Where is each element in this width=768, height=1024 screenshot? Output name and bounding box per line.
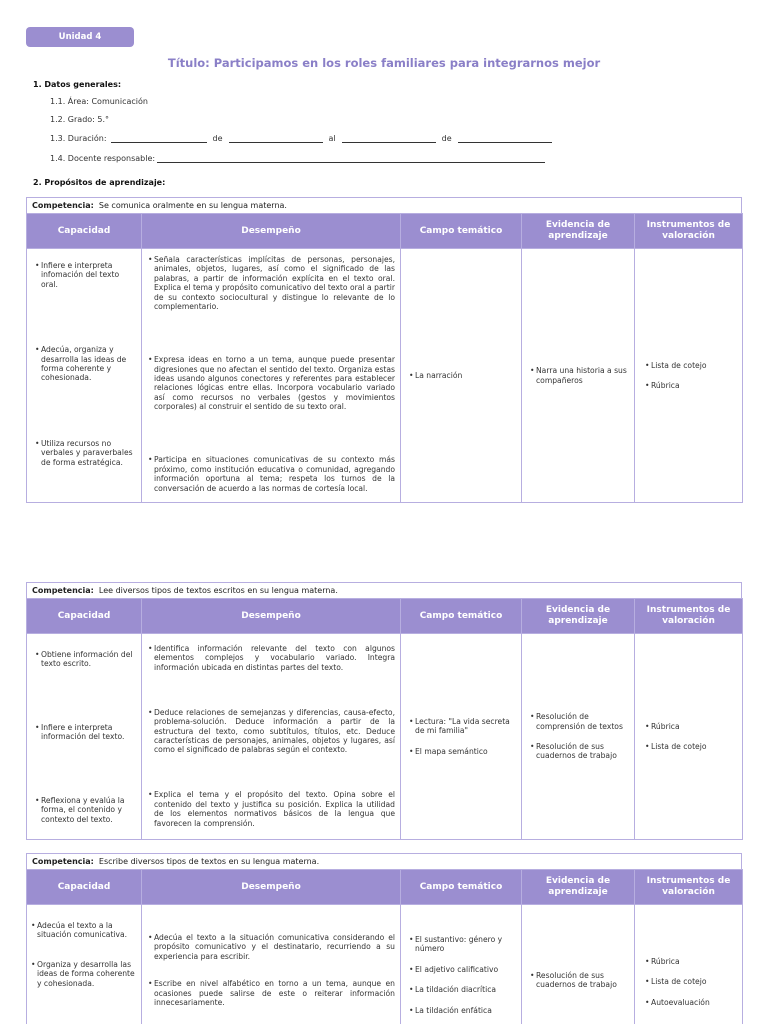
- instrumentos-cell: [635, 634, 743, 840]
- header-campo: Campo temático: [401, 870, 522, 905]
- header-desempeno: Desempeño: [142, 870, 401, 905]
- competency-table-oral: [26, 197, 742, 503]
- teacher-field[interactable]: [157, 154, 545, 163]
- header-desempeno: Desempeño: [142, 599, 401, 634]
- list-item: • Infiere e interpreta infomación del texto oral.: [35, 261, 120, 289]
- competency-grid: [26, 598, 743, 840]
- teacher-label: 1.4. Docente responsable:: [50, 154, 156, 163]
- list-item: • Identifica información relevante del texto con algunos elementos complejos y vocabulario variado. Integra información ubicada en distintas partes del texto.: [148, 644, 395, 672]
- table-row: [27, 249, 743, 503]
- campo-cell: [401, 634, 522, 840]
- list-item: • Utiliza recursos no verbales y paraverbales de forma estratégica.: [35, 438, 133, 467]
- capacidad-cell: [27, 905, 142, 1024]
- duration-start-field[interactable]: [111, 134, 207, 143]
- evidencia-cell: [522, 905, 635, 1024]
- evidencia-cell: [522, 249, 635, 503]
- list-item: • Lista de cotejo: [645, 977, 707, 987]
- desempeno-cell: [142, 249, 401, 503]
- competency-bar: [26, 853, 742, 869]
- capacidad-cell: [27, 249, 142, 503]
- instrumentos-cell: [635, 249, 743, 503]
- competency-label: Competencia:: [32, 586, 94, 595]
- unit-badge: Unidad 4: [26, 27, 134, 47]
- competency-bar: [26, 197, 742, 213]
- list-item: • Resolución de sus cuadernos de trabajo: [530, 971, 617, 990]
- header-instrumentos: Instrumentos de valoración: [635, 214, 743, 249]
- list-item: • Rúbrica: [645, 721, 680, 731]
- list-item: • Adecúa, organiza y desarrolla las ideas de forma coherente y cohesionada.: [35, 345, 127, 383]
- evidencia-cell: [522, 634, 635, 840]
- duration-label: 1.3. Duración:: [50, 134, 107, 143]
- list-item: • Señala características implícitas de personas, personajes, animales, objetos, lugares, así como el significado de las palabras, a partir de información explícita en el texto oral. Explica el tema y propósito comunicativo del texto oral a partir de su contexto sociocultural y distingue lo relevante de lo complementario.: [148, 255, 395, 312]
- competency-table-writing: [26, 853, 742, 1024]
- header-desempeno: Desempeño: [142, 214, 401, 249]
- table-row: [27, 634, 743, 840]
- list-item: • Deduce relaciones de semejanzas y diferencias, causa-efecto, problema-solución. Deduce información a partir de la estructura del texto, como subtítulos, títulos, etc. Deduce características de personajes, animales, objetos y lugares, así como el significado de palabras según el contexto.: [148, 707, 395, 755]
- list-item: • Lista de cotejo: [645, 360, 707, 370]
- header-capacidad: Capacidad: [27, 599, 142, 634]
- competency-bar: [26, 582, 742, 598]
- list-item: • Obtiene información del texto escrito.: [35, 650, 133, 669]
- list-item: • Adecúa el texto a la situación comunicativa considerando el propósito comunicativo y el destinatario, recurriendo a su experiencia para escribir.: [148, 933, 395, 961]
- duration-de-1: de: [212, 134, 223, 143]
- duration-al: al: [328, 134, 336, 143]
- list-item: • Rúbrica: [645, 957, 680, 966]
- list-item: • Lectura: "La vida secreta de mi familia": [409, 716, 510, 736]
- list-item: • Lista de cotejo: [645, 742, 707, 751]
- list-item: • Reflexiona y evalúa la forma, el contenido y contexto del texto.: [35, 795, 125, 824]
- list-item: • La tildación diacrítica: [409, 985, 497, 995]
- duration-year-field[interactable]: [458, 134, 552, 143]
- list-item: • Expresa ideas en torno a un tema, aunque puede presentar digresiones que no afectan el sentido del texto. Organiza estas ideas usando algunos conectores y referentes para establecer relaciones lógicas entre ellas. Incorpora vocabulario variado así como recursos no verbales (gestos y movimientos corporales) al construir el sentido de su texto oral.: [148, 355, 395, 412]
- header-campo: Campo temático: [401, 214, 522, 249]
- list-item: • Organiza y desarrolla las ideas de forma coherente y cohesionada.: [31, 959, 135, 988]
- page-title: Título: Participamos en los roles familiares para integrarnos mejor: [167, 56, 601, 70]
- grade-line: 1.2. Grado: 5.°: [50, 115, 110, 124]
- header-capacidad: Capacidad: [27, 214, 142, 249]
- competency-grid: [26, 869, 743, 1024]
- duration-line: [50, 134, 552, 143]
- teacher-line: [50, 154, 545, 163]
- competency-table-reading: [26, 582, 742, 840]
- area-line: 1.1. Área: Comunicación: [50, 97, 148, 106]
- header-instrumentos: Instrumentos de valoración: [635, 599, 743, 634]
- desempeno-cell: [142, 905, 401, 1024]
- header-capacidad: Capacidad: [27, 870, 142, 905]
- list-item: • Rúbrica: [645, 381, 680, 390]
- list-item: • Escribe en nivel alfabético en torno a un tema, aunque en ocasiones puede salirse de este o reiterar información innecesariamente.: [148, 979, 395, 1008]
- header-campo: Campo temático: [401, 599, 522, 634]
- list-item: • Narra una historia a sus compañeros: [530, 366, 627, 385]
- duration-day-field[interactable]: [229, 134, 323, 143]
- duration-de-2: de: [441, 134, 452, 143]
- competency-text: Escribe diversos tipos de textos en su lengua materna.: [98, 857, 320, 866]
- list-item: • El mapa semántico: [409, 746, 488, 756]
- capacidad-cell: [27, 634, 142, 840]
- competency-text: Lee diversos tipos de textos escritos en su lengua materna.: [98, 586, 338, 595]
- desempeno-cell: [142, 634, 401, 840]
- list-item: • Infiere e interpreta información del texto.: [35, 722, 125, 742]
- competency-label: Competencia:: [32, 857, 94, 866]
- list-item: • Explica el tema y el propósito del texto. Opina sobre el contenido del texto y justifica su posición. Explica la utilidad de los elementos normativos básicos de la lengua que favorecen la comprensión.: [148, 790, 395, 828]
- duration-end-field[interactable]: [342, 134, 436, 143]
- header-instrumentos: Instrumentos de valoración: [635, 870, 743, 905]
- list-item: • La narración: [409, 370, 463, 380]
- competency-grid: [26, 213, 743, 503]
- competency-label: Competencia:: [32, 201, 94, 210]
- list-item: • El adjetivo calificativo: [409, 964, 499, 974]
- purposes-heading: 2. Propósitos de aprendizaje:: [33, 178, 166, 187]
- header-evidencia: Evidencia de aprendizaje: [522, 214, 635, 249]
- list-item: • Adecúa el texto a la situación comunicativa.: [31, 921, 128, 940]
- list-item: • Resolución de sus cuadernos de trabajo: [530, 742, 617, 761]
- list-item: • La tildación enfática: [409, 1005, 492, 1015]
- list-item: • Participa en situaciones comunicativas de su contexto más próximo, como institución educativa o comunidad, agregando información oportuna al tema; respeta los turnos de la conversación de acuerdo a las normas de cortesía local.: [148, 455, 395, 493]
- list-item: • El sustantivo: género y número: [409, 935, 503, 954]
- instrumentos-cell: [635, 905, 743, 1024]
- list-item: • Autoevaluación: [645, 997, 710, 1007]
- header-evidencia: Evidencia de aprendizaje: [522, 599, 635, 634]
- campo-cell: [401, 249, 522, 503]
- list-item: • Resolución de comprensión de textos: [530, 712, 623, 731]
- campo-cell: [401, 905, 522, 1024]
- general-data-heading: 1. Datos generales:: [33, 80, 122, 89]
- header-evidencia: Evidencia de aprendizaje: [522, 870, 635, 905]
- table-row: [27, 905, 743, 1024]
- competency-text: Se comunica oralmente en su lengua materna.: [98, 201, 287, 210]
